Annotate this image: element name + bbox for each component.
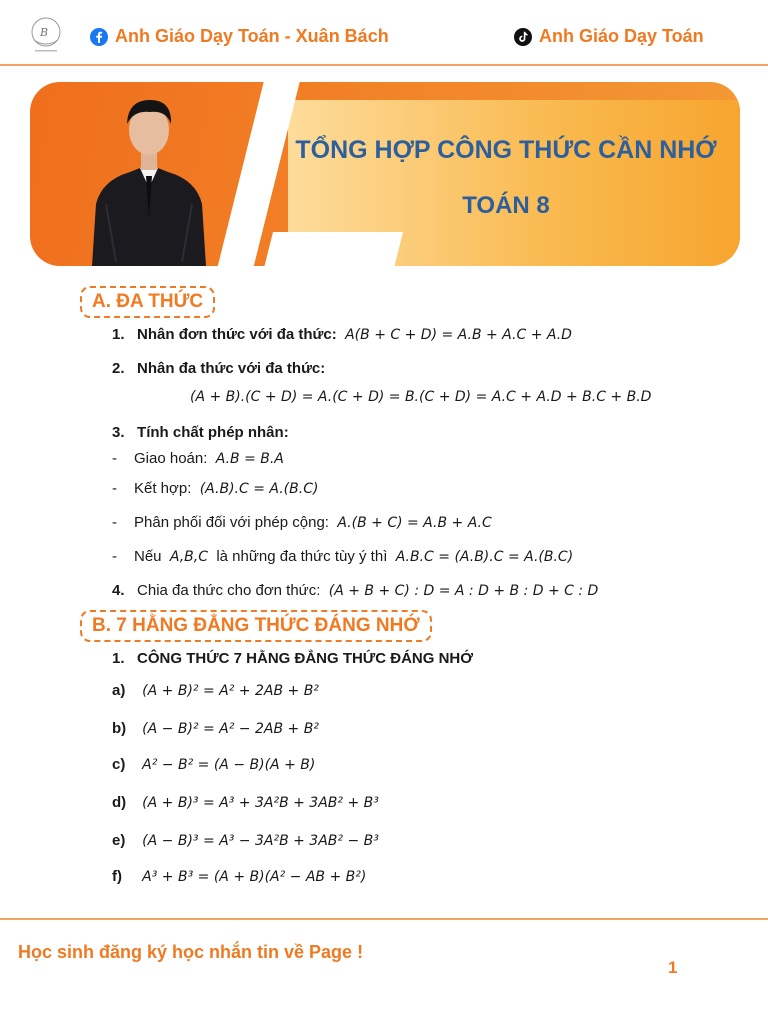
- identity-formula: A² − B² = (A − B)(A + B): [142, 757, 316, 773]
- property-label: Giao hoán:: [134, 450, 208, 467]
- facebook-link[interactable]: [90, 26, 389, 47]
- facebook-icon: [90, 28, 108, 46]
- banner-divider-stripe-lower: [263, 232, 403, 266]
- tiktok-label: Anh Giáo Dạy Toán: [539, 26, 704, 46]
- tiktok-link[interactable]: [514, 26, 704, 47]
- identity-b: [112, 720, 319, 737]
- section-a-heading: A. ĐA THỨC: [80, 286, 215, 318]
- identity-formula: A³ + B³ = (A + B)(A² − AB + B²): [142, 869, 367, 885]
- identity-c: [112, 756, 315, 773]
- item-3-label: Tính chất phép nhân:: [137, 424, 289, 441]
- identity-label: b): [112, 720, 127, 737]
- tiktok-icon: [514, 28, 532, 46]
- brand-logo-icon: [26, 14, 66, 54]
- page-header: [0, 0, 768, 66]
- item-1-formula: A(B + C + D) = A.B + A.C + A.D: [345, 327, 572, 343]
- identity-e: [112, 832, 379, 849]
- item-1-label: Nhân đơn thức với đa thức:: [137, 326, 337, 343]
- item-4-formula: (A + B + C) : D = A : D + B : D + C : D: [328, 583, 599, 599]
- property-distributive: - Phân phối đối với phép cộng: A.(B + C) = A.B + A.C: [112, 514, 492, 531]
- subheading-label: CÔNG THỨC 7 HẰNG ĐẲNG THỨC ĐÁNG NHỚ: [137, 650, 474, 667]
- identity-a: [112, 682, 319, 699]
- banner-title: TỔNG HỢP CÔNG THỨC CẦN NHỚ: [295, 136, 717, 164]
- identity-d: [112, 794, 379, 811]
- property-prefix: Nếu: [134, 548, 162, 565]
- svg-text:B: B: [40, 26, 49, 39]
- item-2-formula: (A + B).(C + D) = A.(C + D) = B.(C + D) = A.C + A.D + B.C + B.D: [190, 389, 652, 405]
- subheading-number: 1.: [112, 650, 125, 667]
- item-2: [112, 360, 325, 377]
- identity-label: d): [112, 794, 127, 811]
- item-4: [112, 582, 598, 599]
- item-1: [112, 326, 572, 343]
- property-formula: A.B.C = (A.B).C = A.(B.C): [395, 549, 574, 565]
- teacher-photo: [84, 92, 214, 266]
- identity-label: e): [112, 832, 126, 849]
- property-vars: A,B,C: [169, 549, 208, 565]
- identity-formula: (A + B)³ = A³ + 3A²B + 3AB² + B³: [142, 795, 379, 811]
- footer-divider: [0, 918, 768, 920]
- property-label: Phân phối đối với phép cộng:: [134, 514, 329, 531]
- property-general: - Nếu A,B,C là những đa thức tùy ý thì A.B.C = (A.B).C = A.(B.C): [112, 548, 574, 565]
- identity-formula: (A + B)² = A² + 2AB + B²: [142, 683, 319, 699]
- facebook-label: Anh Giáo Dạy Toán - Xuân Bách: [115, 26, 389, 46]
- property-middle: là những đa thức tùy ý thì: [216, 548, 388, 565]
- section-b-heading: B. 7 HẰNG ĐẲNG THỨC ĐÁNG NHỚ: [80, 610, 432, 642]
- property-label: Kết hợp:: [134, 480, 192, 497]
- identity-formula: (A − B)² = A² − 2AB + B²: [142, 721, 319, 737]
- page-number: 1: [668, 958, 678, 977]
- identity-f: [112, 868, 366, 885]
- item-2-formula-line: [190, 388, 651, 405]
- property-commutative: - Giao hoán: A.B = B.A: [112, 450, 284, 467]
- identity-label: a): [112, 682, 126, 699]
- header-divider: [0, 64, 768, 66]
- property-formula: A.B = B.A: [215, 451, 284, 467]
- property-formula: A.(B + C) = A.B + A.C: [337, 515, 492, 531]
- section-b-subheading: [112, 650, 473, 667]
- item-1-number: 1.: [112, 326, 125, 343]
- item-4-number: 4.: [112, 582, 125, 599]
- item-3-number: 3.: [112, 424, 125, 441]
- item-2-label: Nhân đa thức với đa thức:: [137, 360, 326, 377]
- banner-subtitle: TOÁN 8: [462, 192, 550, 219]
- title-banner: [30, 82, 740, 266]
- identity-label: c): [112, 756, 126, 773]
- property-associative: - Kết hợp: (A.B).C = A.(B.C): [112, 480, 319, 497]
- item-2-number: 2.: [112, 360, 125, 377]
- item-3: [112, 424, 289, 441]
- property-formula: (A.B).C = A.(B.C): [199, 481, 319, 497]
- identity-formula: (A − B)³ = A³ − 3A²B + 3AB² − B³: [142, 833, 379, 849]
- footer-note: Học sinh đăng ký học nhắn tin về Page !: [18, 942, 364, 962]
- identity-label: f): [112, 868, 122, 885]
- item-4-label: Chia đa thức cho đơn thức:: [137, 582, 321, 599]
